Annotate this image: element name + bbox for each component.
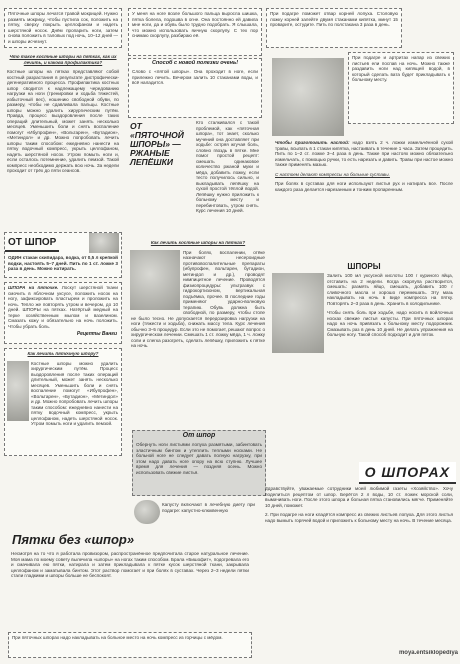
clip-o-shporah — [262, 462, 456, 648]
heading-kostnye-shpory: Что такое костные шпоры на пятках, как их лечить, и какова профилактика? — [9, 54, 117, 65]
clip-kak-lechit — [4, 348, 122, 456]
text-nastoy: надо взять 2 ч. ложки измельчённой сухой травы, всыпать в 1 стакан кипятка, настаивать в течение 1 часа. Затем процедить. Пить по 1–2 ст. ложке 3–4 раза в день. Также при настоях можно обязательно измельчать, с помощью ручки, то есть нарезать и давить. Травы при настое можно также применять мазью. — [275, 140, 453, 167]
heading-nastoy: Чтобы приготовить настой: — [275, 140, 350, 145]
text-odna-shpor: ОДИН стакан скипидара, водка, от 0,5 л крепкой водки, настоять 5–7 дней. Пить по 1 ст. ложке 3 раза в день. Можно натирать. — [8, 255, 118, 271]
clip-lepeshki — [128, 118, 262, 236]
clip-podagra-lopuh — [266, 8, 402, 48]
heading-kak-lechit-kostnye: Как лечить костные шпоры на пятках? — [150, 240, 246, 245]
text-kostnye-shpory: Костные шпоры на пятках представляют собой костный разрастания в результате дистрофически-дегенеративного процесса. Профилактика костных шпор сводится к надлежащему чередованию нагрузки на ноги (тренировки и ходьба тяжестей, избыточный вес), ношению свободной обуви, по размеру, чтобы не сдавливала пальцы. Костные шпоры можно удалить хирургическим путём. Правда, процесс выздоровления после таких операций длительный, может занять несколько месяцев. Уменьшить боли и снять воспаление помогут «Ибупрофен», «Вольтарен», «Бутадион», «Метиндол» и др. Можно попробовать лечить шпоры таким способом: ежедневно нанести на пятку водочный компресс, укрыть целлофаном, надеть шерстяной носок. Утром помыть ноги и, если осталось потемнение, удалить пемзой. Такой компресс необходимо держать всю ночь. За недели проходит от трёх до пяти сеансов. — [7, 69, 119, 173]
clip-shpory — [272, 262, 456, 458]
text-sustavy: При болях в суставах для ноги используют листья рух и натирать все. После каждого раза делается нарезанным и тонким пропаренным. — [275, 181, 453, 192]
clip-podagra-artrity — [348, 52, 454, 124]
photo-foot — [7, 361, 29, 421]
text-kak-lechit: Костные шпоры можно удалить хирургическим путём. Процесс выздоровления после таких операций длительный, может занять несколько месяцев. Уменьшить боли и снять воспаление помогут «Ибупрофен», «Вольтарен», «Бутадион», «Метиндол» и др. Можно попробовать лечить шпоры таким способом: ежедневно нанести на пятку водочный компресс, укрыть целлофаном, надеть шерстяной носок. Утром помыть ноги и удалить пемзой. — [31, 360, 118, 426]
clip-ot-shpor-grey — [132, 430, 266, 496]
text-mokritsa: Пяточные шпоры лечатся травой мокрицей. Нужно размять мокрицу, чтобы пустила сок, положить на пятку, сверху покрыть целлофаном и надеть шерстяной носок. Днём пропарить ноги, затем снова положить в таловых под ночь, 10–12 дней — и шпоры исчезнут. — [8, 11, 118, 44]
text-kak-lechit-kostnye: При болях, воспалении, отёке назначают несероидные противовоспалительные препараты (ибупрофен, вольтарен, бутадион, метиндол и др.), проводят нимпицитное лечение. Проводятся физиопроцедуры: ультразвук с гидрокортизоном, вертикальная подъёмка, прочее. В последние годы применяют ударно-волновую терапию. Обувь должна быть свободной, по размеру, чтобы стопе не было тесно. Не допускается передозировка нагрузки на ноги (тяжести и ходьба), снижать массу тела. Курс лечения обычно 3–5 процедур. Если это не помогает, решают вопрос о хирургическом лечении. Смешать 1 ст. ложку мёда, 1 ч. ложку соли и слегка разогреть, сделать лепёшку, приложить к пятке на ночь. — [131, 249, 265, 348]
text-shpory: Залить 100 мл уксусной кислоты 100 г куриного яйца, отставить на 2 недели. Когда скорлупа растворится, смешать: размять яйцо, смешать, добавить 100 г сливочного масла и хорошо перемешать. Эту мазь накладывать на ночь в виде компресса на пятку. Повторять 2–3 раза в день. Хранить в холодильнике. — [327, 273, 453, 306]
text-lepeshki: Кто сталкивался с такой проблемой, как «пяточная шпора», тот знает, сколько мучений она доставляет при ходьбе: остряя жгучая боль, словно гвоздь в пятке. Мне помог простой рецепт: смешать одинаковое количество ржаной муки и мёда, добавить ложку, если тесто получилось сильно, и выкладывать лепёшку на сухой простой тёплой водой. Лепёшку нужно приложить к больному месту и перебинтовать, утром снять. Курс лечения 10 дней. — [195, 120, 259, 213]
clip-mokritsa — [4, 8, 122, 48]
photo-foot-2 — [272, 273, 324, 353]
heading-shpora-na-pyatochke: ШПОРА на пяточке. — [8, 285, 59, 290]
text-shpory-2: Чтобы снять боль при ходьбе, надо носить в войлочных носках свежие листья капусты. При пяточных шпорах надо на ночь привязать к больному месту подорожник. Смазывать раз в день 10 дней. Не делать упражнения на больную ногу. Такой способ подходит и для пяток. — [327, 310, 453, 337]
clip-ot-shpor-1 — [4, 232, 122, 278]
clip-pyatki-bez-shpor — [8, 530, 252, 630]
text-top-middle: У меня на ноге возле большого пальца выросла шишка, пятка болела, подошва в огне. Она постоянно ей давила мне ноги, да и обувь было трудно подобрать. Я слышала, что можно использовать яичную скорлупу. С тех пор снимаю скорлупу, разбираю её. — [132, 11, 258, 38]
clip-shpora-na-pyatochke — [4, 282, 122, 344]
clip-kapusta — [134, 500, 258, 528]
clip-nastoy — [272, 138, 456, 226]
text-ot-shpor-grey: Обернуть ноги листьями лопуха размятыми, забинтовать эластичным бинтом и утеплить теплыми носками. Не больной ноге не следует давать полную нагрузку, при этом надо давать ноге опору на всю ступню. Лучшее время для лечения — поздняя осень. Можно использовать свежие листья. — [136, 442, 262, 475]
signature-vangi: Рецепты Ванги — [76, 331, 117, 337]
text-pyatki-bez-shpor: Несмотря на то что я работала провизором, распространённое предпочитала старое натуральное лечение. Моя мама по моему совету вылечила «шпоры» на ногах таким способом. Брала «Бишофит», подогревала его и смачивала ею пятки, натирала и затем прикладывала к пятке кусок шерстяной ткани, закрывала целлофаном и заматывала бинтом. Этот раствор помогает и при болях в суставах. Через 2–3 недели пятки стали гладкими и шпоры больше не беспокоят. — [11, 551, 249, 578]
title-box-lepeshki — [128, 118, 193, 216]
plant-illustration — [272, 58, 344, 136]
heading-ot-shpor-grey: От шпор — [182, 432, 216, 439]
clip-gorchitsa — [8, 632, 252, 658]
photo-cabbage — [134, 500, 160, 524]
heading-pyatki-bez-shpor: Пятки без «шпор» — [12, 532, 135, 547]
clip-poleznaya — [128, 58, 262, 118]
text-kapusta: Капусту включают в лечебную диету при подагре: капустно-клюквенную — [162, 502, 255, 513]
heading-lepeshki: ОТ «ПЯТОЧНОЙ ШПОРЫ» — РЖАНЫЕ ЛЕПЁШКИ — [130, 121, 184, 167]
text-o-shporah: Здравствуйте, уважаемые сотрудники моей любимой газеты «Хозяйство». Хочу поделиться рецептом от шпор. Берётся 2 л воды, 10 ст. ложек морской соли, вымачивать ноги. После этого шпора и больная пятка становились мягче. Применяйте 10 дней, поможет. — [265, 486, 453, 508]
text-podagra-lopuh: При подагре поможет отвар корней лопуха. Столовую ложку корней залейте двумя стаканами кипятка, минут 15 проварите, остудите. Пить по полстакана 3 раза в день. — [270, 11, 398, 27]
heading-kak-lechit: Как лечить пяточную шпору? — [27, 351, 99, 356]
heading-shpory: ШПОРЫ — [347, 262, 381, 271]
text-o-shporah-2: 2. При подагре на ноги кладётся компресс из свежих листьев лопуха. Для этого листья надо вымыть горячей водой и приложить к больному месту на ночь. В течение месяца. — [265, 512, 453, 523]
clip-top-middle — [128, 8, 262, 56]
watermark-text: moya.entsiklopediya — [398, 650, 458, 656]
heading-o-shporah: О ШПОРАХ — [359, 462, 456, 484]
heading-poleznaya: Способ с новой полезки очень! — [151, 60, 239, 66]
clip-kostnye-shpory — [4, 52, 122, 230]
photo-herbs — [89, 233, 119, 253]
text-gorchitsa: При пяточных шпорах надо накладывать на больное место на ночь компресс из горчицы с мёдом. — [12, 635, 223, 640]
heading-ot-shpor: ОТ ШПОР — [5, 235, 59, 252]
clip-kak-lechit-kostnye — [128, 238, 268, 428]
text-poleznaya: Слово с «пятой шпоры». Она проходит в ноге, если прилежно лечить. Вечером залить 10 стаканами воды, и всё наладится. — [132, 69, 258, 85]
text-shpora-na-pyatochke: Лоскут шерстяной ткани смочить в яблочном уксусе, положить носок на ногу, зафиксировать пластырем и проложить на ночь. Тепло же повторять утром и вечером, до 10 дней. ШПОРЫ на пятках. Натёртый медный на терке хозяйственным мылом и вазелином. Смазать кожу и обязательно на ночь положить. Чтобы убрать боль. — [8, 285, 118, 329]
text-kompressy: С настоем делают компрессы на больные суставы. — [275, 171, 390, 177]
photo-plant — [272, 58, 344, 136]
text-podagra-artrity: При подагре и артритах напар из свежих листьев ели поспав на ночь. Можно также раздавить ноги над кипящей водой, в который сделать вата будет прикладывать к больному месту. — [352, 55, 450, 82]
watermark — [360, 650, 458, 662]
photo-pills — [130, 250, 180, 310]
